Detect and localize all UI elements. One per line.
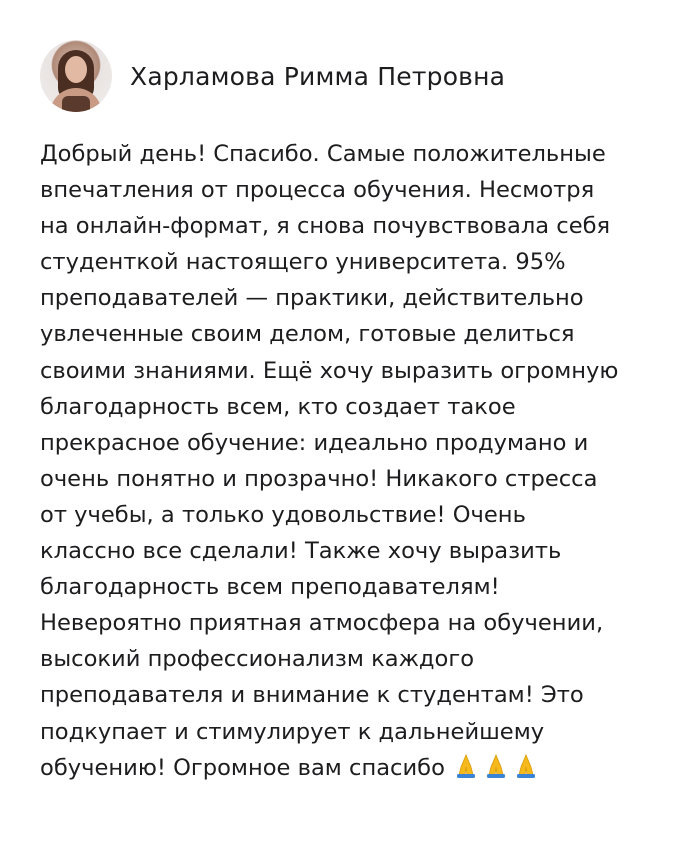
- review-text: [40, 136, 670, 786]
- review-line: очень понятно и прозрачно! Никакого стресса: [40, 465, 598, 492]
- review-line: Невероятно приятная атмосфера на обучении,: [40, 610, 604, 637]
- folded-hands-icon: [511, 751, 541, 781]
- avatar: [40, 40, 112, 112]
- folded-hands-icon: [481, 751, 511, 781]
- review-line: своими знаниями. Ещё хочу выразить огромную: [40, 357, 619, 384]
- author-name: Харламова Римма Петровна: [130, 61, 506, 91]
- review-line: благодарность всем преподавателям!: [40, 574, 500, 601]
- review-line-last: [40, 750, 670, 786]
- review-line: высокий профессионализм каждого: [40, 646, 475, 673]
- review-header: [40, 40, 505, 112]
- review-line: от учебы, а только удовольствие! Очень: [40, 501, 526, 528]
- review-line: впечатления от процесса обучения. Несмотря: [40, 177, 595, 204]
- review-line: увлеченные своим делом, готовые делиться: [40, 321, 575, 348]
- review-line: преподавателей — практики, действительно: [40, 285, 584, 312]
- folded-hands-icon: [451, 751, 481, 781]
- review-line: преподавателя и внимание к студентам! Это: [40, 682, 584, 709]
- review-line: Добрый день! Спасибо. Самые положительные: [40, 141, 606, 167]
- review-line: благодарность всем, кто создает такое: [40, 393, 516, 420]
- review-line: прекрасное обучение: идеально продумано и: [40, 429, 589, 456]
- review-line: подкупает и стимулирует к дальнейшему: [40, 718, 545, 745]
- avatar-clothing: [62, 96, 90, 112]
- emoji-group: [451, 750, 541, 786]
- review-line: классно все сделали! Также хочу выразить: [40, 538, 562, 565]
- review-line-last-text: обучению! Огромное вам спасибо: [40, 754, 445, 781]
- review-line: на онлайн-формат, я снова почувствовала себя: [40, 213, 611, 240]
- review-line: студенткой настоящего университета. 95%: [40, 249, 566, 276]
- avatar-face: [65, 56, 87, 83]
